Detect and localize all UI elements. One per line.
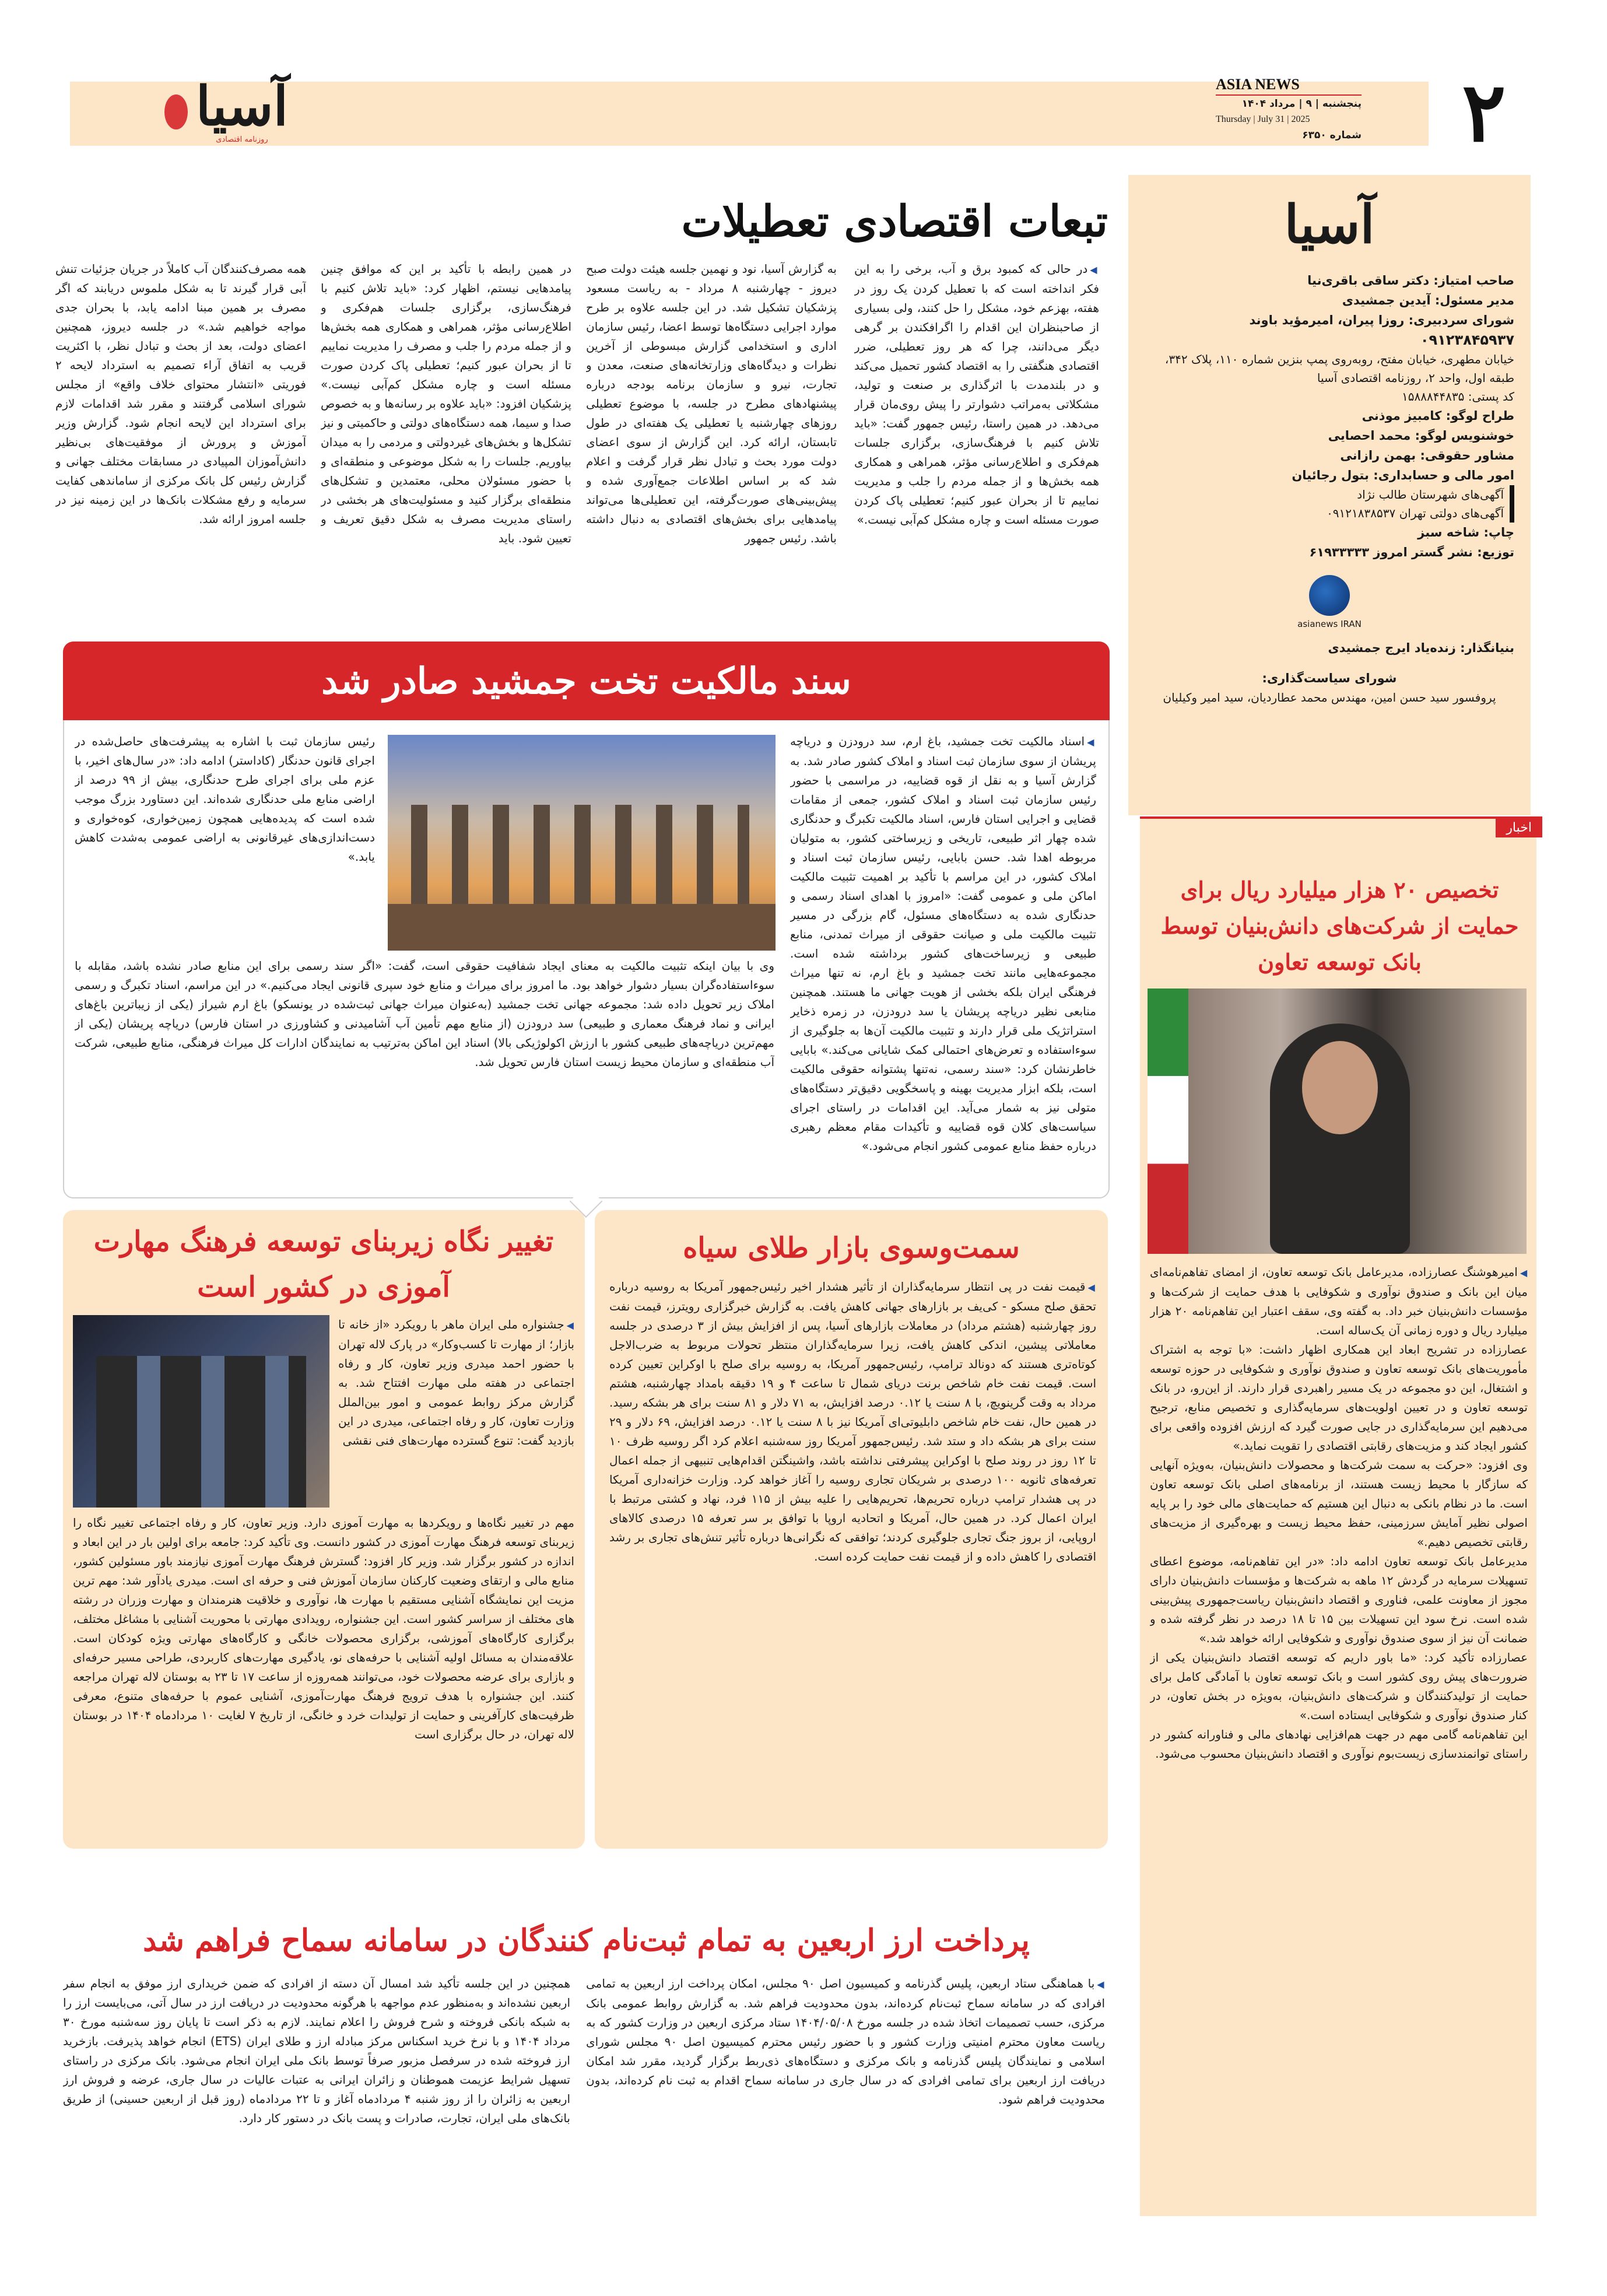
masthead-logo: [175, 77, 309, 147]
arbaeen-col-right: ◀با هماهنگی ستاد اربعین، پلیس گذرنامه و کمیسیون اصل ۹۰ مجلس، امکان پرداخت ارز اربعین به تمامی افرادی که در سامانه سماح ثبت‌نام کرده‌اند، بدون محدودیت فراهم شد. به گزارش روابط عمومی بانک مرکزی، حسب تصمیمات اتخاذ شده در جلسه مورخ ۱۴۰۴/۰۵/۰۸ ستاد مرکزی اربعین در وزارت کشور که به ریاست معاون محترم امنیتی وزارت کشور و با حضور رئیس محترم کمیسیون اصل ۹۰ مجلس شورای اسلامی و نمایندگان پلیس گذرنامه و بانک مرکزی و دستگاه‌های ذی‌ربط برگزار گردید، مقرر شد امکان دریافت ارز اربعین برای تمامی افرادی که در سال جاری در سامانه سماح اقدام به ثبت نام کرده‌اند، بدون محدودیت فراهم شود.: [586, 1976, 1105, 2106]
publisher-line: صاحب امتیاز: دکتر ساقی باقری‌نیا: [1307, 274, 1514, 288]
news-paragraph: ◀امیرهوشنگ عصارزاده، مدیرعامل بانک توسعه تعاون، از امضای تفاهم‌نامه‌ای میان این بانک و صندوق نوآوری و شکوفایی با هدف حمایت از شرکت‌ها و مؤسسات دانش‌بنیان خبر داد. به گفته وی، سقف اعتبار این تفاهم‌نامه ۲۰ هزار میلیارد ریال و دوره زمانی آن یک‌ساله است.: [1150, 1265, 1528, 1337]
news-paragraph: مدیرعامل بانک توسعه تعاون ادامه داد: «در این تفاهم‌نامه، موضوع اعطای تسهیلات سرمایه در گردش ۱۲ ماهه به شرکت‌ها و مؤسسات دانش‌بنیان دارای مجوز از معاونت علمی، فناوری و اقتصاد دانش‌بنیان ریاست‌جمهوری پیش‌بینی شده است. نرخ سود این تسهیلات بین ۱۵ تا ۱۸ درصد در نظر گرفته شده و ضمانت آن نیز از سوی صندوق نوآوری و شکوفایی ارائه خواهد شد.»: [1150, 1554, 1528, 1645]
main-col-3: در همین رابطه با تأکید بر این که موافق چنین پیامدهایی نیستم، اظهار کرد: «باید تلاش کنیم با فرهنگ‌سازی، برگزاری جلسات هم‌فکری و اطلاع‌رسانی مؤثر، همراهی و همکاری همه بخش‌ها و از جمله مردم را جلب و مصرف را مدیریت نماییم تا از بحران عبور کنیم؛ تعطیلی پاک کردن صورت مسئله است و چاره مشکل کم‌آبی نیست.» پزشکیان افزود: «باید علاوه بر رسانه‌ها و به خصوص صدا و سیما، همه دستگاه‌های دولتی و حاکمیتی و نیز تشکل‌ها و بخش‌های غیردولتی و مردمی را به میدان بیاوریم. جلسات را به شکل موضوعی و منطقه‌ای و با حضور مسئولان محلی، معتمدین و تشکل‌های منطقه‌ای برگزار کنید و مسئولیت‌های هر بخشی در راستای مدیریت مصرف به شکل دقیق تعریف و تعیین شود. باید: [321, 262, 571, 545]
director-line: مدیر مسئول: آیدین جمشیدی: [1342, 293, 1514, 307]
phone-line: ۰۹۱۲۳۸۴۵۹۳۷: [1420, 332, 1514, 348]
ruin-base: [388, 904, 776, 951]
council-title: شورای سیاست‌گذاری:: [1262, 671, 1397, 685]
staff-box: [1128, 175, 1531, 815]
asianews-emblem: [1309, 575, 1350, 616]
issue-number: شماره ۶۳۵۰: [1302, 129, 1362, 141]
logo-subtitle: روزنامه اقتصادی: [216, 135, 268, 144]
news-paragraph: عصارزاده تأکید کرد: «ما باور داریم که توسعه اقتصاد دانش‌بنیان یکی از ضرورت‌های پیش روی کشور است و بانک توسعه تعاون با آمادگی کامل برای حمایت از تولیدکنندگان و شرکت‌های دانش‌بنیان، به‌ویژه در بخش تعاون، در کنار صندوق نوآوری و شکوفایی ایستاده است.»: [1150, 1650, 1528, 1722]
persepolis-left-bottom: وی با بیان اینکه تثبیت مالکیت به معنای ایجاد شفافیت حقوقی است، گفت: «اگر سند رسمی برای این منابع صادر نشده باشد، مقابله با سوءاستفاده‌گران بسیار دشوار خواهد بود. ما امروز برای میراث و منابع خود سپری قانونی ایجاد می‌کنیم.» در این مراسم، اسناد تکبرگ و رسمی املاک زیر تحویل داده شد: مجموعه جهانی تخت جمشید (به‌عنوان میراث جهانی ثبت‌شده در یونسکو) باغ ارم شیراز (یکی از زیباترین باغ‌های ایرانی و نماد فرهنگ معماری و طبیعی) سد درودزن (از منابع مهم تأمین آب آشامیدنی و کشاورزی در استان فارس) دریاچه پریشان (یکی از مهم‌ترین دریاچه‌های طبیعی کشور با ارزش اکولوژیکی بالا) اسناد این اماکن به‌ترتیب به نمایندگان ادارات کل میراث فرهنگی، منابع طبیعی، شرکت آب منطقه‌ای و سازمان محیط زیست استان فارس تحویل شد.: [75, 959, 774, 1069]
distribution-line: توزیع: نشر گستر امروز ۶۱۹۳۳۳۳۳: [1309, 545, 1514, 559]
council-members: پروفسور سید حسن امین، مهندس محمد عطاردیان، سید امیر وکیلیان: [1163, 690, 1496, 704]
portrait-face: [1302, 1041, 1378, 1134]
ruin-columns: [411, 805, 749, 910]
legal-line: مشاور حقوقی: بهمن رازانی: [1340, 448, 1514, 462]
logo-designer-line: طراح لوگو: کامبیز موذنی: [1362, 409, 1514, 423]
skills-body-bottom: مهم در تغییر نگاه‌ها و رویکردها به مهارت آموزی دارد. وزیر تعاون، کار و رفاه اجتماعی تغییر نگاه را زیربنای توسعه فرهنگ مهارت آموزی در کشور دانست. وی تأکید کرد: جامعه برای اولین بار در این ابعاد و اندازه در کشور برگزار شد. وزیر کار افزود: گسترش فرهنگ مهارت آموزی نیازمند باور مسئولین کشور، منابع مالی و ارتقای وضعیت کارکنان سازمان آموزش فنی و حرفه ای است. میدری یادآور شد: مهم ترین مزیت این نمایشگاه آشنایی مستقیم با مهارت ها، نوآوری و خلاقیت هنرمندان و مهارت وزران در رشته های مختلف از سراسر کشور است. این جشنواره، رویدادی مهارتی با محوریت آشنایی با مشاغل مختلف، برگزاری کارگاه‌های آموزشی، برگزاری محصولات خانگی و کارگاه‌های مهارتی ویژه کودکان است. علاقه‌مندان به مسائل اولیه آشنایی با حرفه‌های نو، یادگیری مهارت‌های کاربردی، طراحی مسیر حرفه‌ای و بازاری برای عرضه محصولات خود، می‌توانند همه‌روزه از ساعت ۱۷ تا ۲۳ به بوستان لاله تهران مراجعه کنند. این جشنواره با هدف ترویج فرهنگ مهارت‌آموزی، آشنایی عموم با حرفه‌های متنوع، معرفی ظرفیت‌های کارآفرینی و حمایت از تولیدات خرد و خانگی، از تاریخ ۷ لغایت ۱۰ مردادماه ۱۴۰۴ در بوستان لاله تهران، در حال برگزاری است: [73, 1516, 574, 1741]
persepolis-left-top: رئیس سازمان ثبت با اشاره به پیشرفت‌های حاصل‌شده در اجرای قانون حدنگار (کاداستر) ادامه داد: «در سال‌های اخیر، با عزم ملی برای اجرای طرح حدنگاری، بیش از ۹۹ درصد از اراضی منابع ملی حدنگاری شده‌اند. این دستاورد بزرگ موجب شده است که پدیده‌هایی همچون زمین‌خواری، کوه‌خواری و دست‌اندازی‌های غیرقانونی به اراضی عمومی به‌شدت کاهش یابد.»: [75, 734, 375, 864]
agency-label: asianews IRAN: [1297, 619, 1362, 629]
persepolis-photo: [388, 735, 776, 951]
oil-headline: سمت‌وسوی بازار طلای سیاه: [683, 1232, 1020, 1264]
calligrapher-line: خوشنویس لوگو: محمد احصایی: [1328, 429, 1514, 443]
news-paragraph: وی افزود: «حرکت به سمت شرکت‌ها و محصولات دانش‌بنیان، به‌ویژه آنهایی که سازگار با محیط زیست هستند، از برنامه‌های اصلی بانک توسعه تعاون است. ما در نظام بانکی به دنبال این هستیم که حمایت‌های مالی خود را بر پایه اصولی نظیر آمایش سرزمینی، حفظ محیط زیست و بهره‌گیری از مزیت‌های رقابتی تخصیص دهیم.»: [1150, 1458, 1528, 1549]
address-line: خیابان مطهری، خیابان مفتح، روبه‌روی پمپ بنزین شماره ۱۱۰، پلاک ۳۴۲، طبقه اول، واحد ۲، روزنامه اقتصادی آسیا: [1164, 352, 1514, 385]
flag-stripe: [1148, 988, 1188, 1254]
news-paragraph: عصارزاده در تشریح ابعاد این همکاری اظهار داشت: «با توجه به اشتراک مأموریت‌های بانک توسعه تعاون و صندوق نوآوری و شکوفایی در حوزه توسعه و اشتغال، این دو مجموعه در یک مسیر راهبردی قرار دارند. از این‌رو، در بانک توسعه تعاون و در تعیین اولویت‌های سرمایه‌گذاری و تخصیص منابع، ترجیح می‌دهیم این سرمایه‌گذاری در جایی صورت گیرد که ارزش افزوده واقعی برای کشور ایجاد کند و مزیت‌های رقابتی اقتصادی را تقویت نماید.»: [1150, 1342, 1528, 1453]
founder-line: بنیانگذار: زنده‌یاد ایرج جمشیدی: [1328, 641, 1514, 655]
news-paragraph: این تفاهم‌نامه گامی مهم در جهت هم‌افزایی نهادهای مالی و فناورانه کشور در راستای توانمندسازی زیست‌بوم نوآوری و اقتصاد دانش‌بنیان محسوب می‌شود.: [1150, 1727, 1528, 1761]
news-headline: تخصیص ۲۰ هزار میلیارد ریال برای حمایت از شرکت‌های دانش‌بنیان توسط بانک توسعه تعاون: [1160, 877, 1519, 975]
logo-accent: [164, 94, 188, 129]
date-en: Thursday | July 31 | 2025: [1216, 114, 1310, 124]
page-number: ۲: [1462, 65, 1506, 160]
skills-photo: [73, 1315, 329, 1508]
ads-province-line: آگهی‌های شهرستان طالب نژاد: [1145, 485, 1514, 504]
date-fa: پنجشنبه | ۹ | مرداد ۱۴۰۴: [1241, 98, 1362, 110]
news-section-label: اخبار: [1496, 819, 1542, 837]
oil-body: ◀قیمت نفت در پی انتظار سرمایه‌گذاران از تأثیر هشدار اخیر رئیس‌جمهور آمریکا به روسیه درباره تحقق صلح مسکو - کی‌یف بر بازارهای جهانی کاهش یافت. به گزارش خبرگزاری رویترز، قیمت نفت روز چهارشنبه (هشتم مرداد) در معاملات بازارهای آسیا، پس از افزایش بیش از ۳ درصدی در جلسه معاملاتی پیشین، اندکی کاهش یافت، زیرا سرمایه‌گذاران منتظر تحولات مربوط به ضرب‌الاجل کوتاه‌تری هستند که دونالد ترامپ، رئیس‌جمهور آمریکا، به روسیه برای صلح با اوکراین تعیین کرده است. قیمت نفت خام شاخص برنت دریای شمال تا ساعت ۴ و ۱۹ دقیقه بامداد چهارشنبه، هشتم مرداد به وقت گرینویچ، با ۸ سنت یا ۰.۱۲ درصد افزایش، به ۷۱ دلار و ۸۱ سنت برای هر بشکه رسید. در همین حال، نفت خام شاخص دابلیوتی‌ای آمریکا نیز با ۸ سنت یا ۰.۱۲ درصد افزایش، ۶۹ دلار و ۲۹ سنت برای هر بشکه داد و ستد شد. رئیس‌جمهور آمریکا روز سه‌شنبه اعلام کرد اگر روسیه ظرف ۱۰ تا ۱۲ روز در روند صلح با اوکراین پیشرفتی نداشته باشد، واشینگتن اقدام‌هایی تنبیهی از جمله اعمال تعرفه‌های ثانویه ۱۰۰ درصدی بر شریکان تجاری روسیه را آغاز خواهد کرد. وزارت خزانه‌داری آمریکا در پی هشدار ترامپ درباره تحریم‌ها، تحریم‌هایی را علیه بیش از ۱۱۵ فرد، نهاد و کشتی مرتبط با ایران اعمال کرد. در همین حال، آمریکا و اتحادیه اروپا با توافق بر سر تعرفه ۱۵ درصدی کالاهای اروپایی، از بروز جنگ تجاری جلوگیری کردند؛ توافقی که نگرانی‌ها درباره تأثیر تنش‌های تجاری بر رشد اقتصادی را کاهش داده و از قیمت نفت حمایت کرده است.: [609, 1280, 1096, 1564]
news-photo: [1148, 988, 1527, 1254]
main-col-1: ◀در حالی که کمبود برق و آب، برخی را به این فکر انداخته است که با تعطیل کردن یک روز در هفته، بهزعم خود، مشکل را حل کنند، ولی بسیاری از صاحبنظران این اقدام را اگرافکندن بر گرهی دیگر می‌دانند، چرا که هر روز تعطیلی، ضرر اقتصادی هنگفتی را به اقتصاد کشور تحمیل می‌کند و در بلندمدت با اثرگذاری بر صنعت و تولید، مشکلاتی به‌مراتب دشوارتر را پیش روی‌مان قرار می‌دهد. در همین راستا، رئیس جمهور گفت: «باید تلاش کنیم با فرهنگ‌سازی، برگزاری جلسات هم‌فکری و اطلاع‌رسانی مؤثر، همراهی و همکاری همه بخش‌ها و از جمله مردم را جلب و مدیریت نماییم تا از بحران عبور کنیم؛ تعطیلی پاک کردن صورت مسئله است و چاره مشکل کم‌آبی نیست.»: [854, 262, 1099, 527]
skills-body-top: ◀جشنواره ملی ایران ماهر با رویکرد «از خانه تا بازار؛ از مهارت تا کسب‌وکار» در پارک لاله تهران با حضور احمد میدری وزیر تعاون، کار و رفاه اجتماعی در هفته ملی مهارت افتتاح شد. به گزارش مرکز روابط عمومی و امور بین‌الملل وزارت تعاون، کار و رفاه اجتماعی، میدری در این بازدید گفت: تنوع گسترده مهارت‌های فنی نقشی: [338, 1317, 574, 1447]
people-figures: [96, 1356, 306, 1508]
editorial-line: شورای سردبیری: روزا پیران، امیرمؤید باوند: [1249, 313, 1514, 327]
dateline: [1216, 75, 1362, 150]
asia-news-label: ASIA NEWS: [1216, 75, 1362, 96]
ads-govt-line: آگهی‌های دولتی تهران ۰۹۱۲۱۸۳۸۵۳۷: [1145, 504, 1514, 523]
main-col-2: به گزارش آسیا، نود و نهمین جلسه هیئت دولت صبح دیروز - چهارشنبه ۸ مرداد - به ریاست مسعود پزشکیان تشکیل شد. در این جلسه علاوه بر طرح موارد اجرایی دستگاه‌ها توسط اعضا، رئیس سازمان اداری و استخدامی گزارش مبسوطی از آخرین نظرات و دیدگاه‌های وزارتخانه‌های صنعت، معدن و تجارت، نیرو و سازمان برنامه بودجه درباره پیشنهادهای مطرح در جلسه، با موضوع تعطیلی روزهای چهارشنبه یا تعطیلی یک هفته‌ای در طول تابستان، ارائه کرد. این گزارش از سوی اعضای دولت مورد بحث و تبادل نظر قرار گرفت و اعلام شد که بر اساس اطلاعات جمع‌آوری شده و پیش‌بینی‌های صورت‌گرفته، این تعطیلی‌ها می‌تواند پیامدهایی برای بخش‌های اقتصادی به دنبال داشته باشد. رئیس جمهور: [586, 262, 837, 545]
main-headline: تبعات اقتصادی تعطیلات: [681, 197, 1108, 247]
news-body: [1150, 1263, 1528, 2196]
news-section-bar: [1140, 816, 1542, 837]
postal-line: کد پستی: ۱۵۸۸۸۴۴۸۳۵: [1401, 390, 1514, 404]
skills-headline: تغییر نگاه زیربنای توسعه فرهنگ مهارت آموزی در کشور است: [93, 1225, 554, 1303]
staff-logo: آسیا: [1284, 194, 1375, 255]
arbaeen-col-left: همچنین در این جلسه تأکید شد امسال آن دسته از افرادی که ضمن خریداری ارز موفق به انجام سفر اربعین نشده‌اند و به‌منظور عدم مواجهه با هرگونه محدودیت در دریافت ارز در سال آتی، می‌بایست ارز را به شبکه بانکی فروخته و شرح فروش را اعلام نمایند. لازم به ذکر است تا پایان روز سه‌شنبه مورخ ۳۰ مرداد ۱۴۰۴ و با نرخ خرید اسکناس مرکز مبادله ارز و طلای ایران (ETS) انجام خواهد پذیرفت. بازخرید ارز فروخته شده در سرفصل مزبور صرفاً توسط بانک ملی ایران انجام می‌شود. بانک مرکزی در راستای تسهیل شرایط عزیمت هموطنان و زائران ایرانی به عتبات عالیات در سال جاری، عرضه و فروش ارز اربعین به زائران را از روز شنبه ۴ مردادماه آغاز و تا ۲۲ مردادماه (روز قبل از اربعین حسینی) از طریق بانک‌های ملی ایران، تجارت، صادرات و پست بانک در دستور کار دارد.: [63, 1976, 570, 2125]
logo-word: آسیا: [195, 75, 289, 138]
persepolis-headline: سند مالکیت تخت جمشید صادر شد: [321, 660, 851, 702]
main-col-4: همه مصرف‌کنندگان آب کاملاً در جریان جزئیات تنش آبی قرار گیرند تا به شکل ملموس دریابند که اگر مصرف بر همین مبنا ادامه یابد، با بحران جدی مواجه خواهیم شد.» در جلسه دیروز، همچنین اعضای دولت، بعد از بحث و تبادل نظر، با اکثریت قریب به اتفاق آراء تصمیم به استرداد لایحه ۲ فوریتی «انتشار محتوای خلاف واقع» از مجلس شورای اسلامی گرفتند و مقرر شد اقدامات لازم برای استرداد این لایحه انجام شود. گزارش وزیر آموزش و پرورش از موفقیت‌های بی‌نظیر دانش‌آموزان المپیادی در مسابقات مختلف جهانی و گزارش رئیس کل بانک مرکزی از ساماندهی کفایت سرمایه و رفع مشکلات بانک‌ها در این زمینه نیز در جلسه امروز ارائه شد.: [55, 262, 306, 526]
finance-line: امور مالی و حسابداری: بتول رجائیان: [1292, 468, 1514, 482]
persepolis-title-bar: [63, 642, 1110, 720]
print-line: چاپ: شاخه سبز: [1417, 525, 1514, 539]
arbaeen-headline: پرداخت ارز اربعین به تمام ثبت‌نام کنندگان در سامانه سماح فراهم شد: [143, 1923, 1030, 1958]
persepolis-right-col: ◀اسناد مالکیت تخت جمشید، باغ ارم، سد درودزن و دریاچه پریشان از سوی سازمان ثبت اسناد و املاک کشور صادر شد. به گزارش آسیا و به نقل از قوه قضاییه، در مراسمی با حضور رئیس سازمان ثبت اسناد و املاک کشور، جمعی از مقامات قضایی و اجرایی استان فارس، اسناد مالکیت تکبرگ و حدنگاری شده چهار اثر طبیعی، تاریخی و زیرساختی کشور، به متولیان مربوطه اهدا شد. حسن بابایی، رئیس سازمان ثبت اسناد و املاک کشور، در این مراسم با تأکید بر اهمیت تثبیت مالکیت اماکن ملی و عمومی گفت: «امروز با اهدای اسناد رسمی و حدنگاری شده به دستگاه‌های مسئول، گام بزرگی در مسیر تثبیت مالکیت ملی و صیانت حقوقی از میراث تمدنی، منابع طبیعی و زیرساخت‌های کشور برداشته شده است. مجموعه‌هایی مانند تخت جمشید و باغ ارم، نه تنها میراث فرهنگی ایران بلکه بخشی از هویت جهانی ما هستند. همچنین منابعی نظیر دریاچه پریشان یا سد درودزن، در زمره ذخایر استراتژیک ملی قرار دارند و تثبیت مالکیت آن‌ها به جلوگیری از سوءاستفاده و تعرض‌های احتمالی کمک شایانی می‌کند.» بابایی خاطرنشان کرد: «سند رسمی، نه‌تنها پشتوانه حقوقی مالکیت است، بلکه ابزار مدیریت بهینه و پاسخگویی دقیق‌تر دستگاه‌های متولی نیز به شمار می‌آید. این اقدامات در راستای اجرای سیاست‌های کلان قوه قضاییه و تأکیدات مقام معظم رهبری درباره حفظ منابع عمومی کشور انجام می‌شود.»: [790, 734, 1096, 1153]
